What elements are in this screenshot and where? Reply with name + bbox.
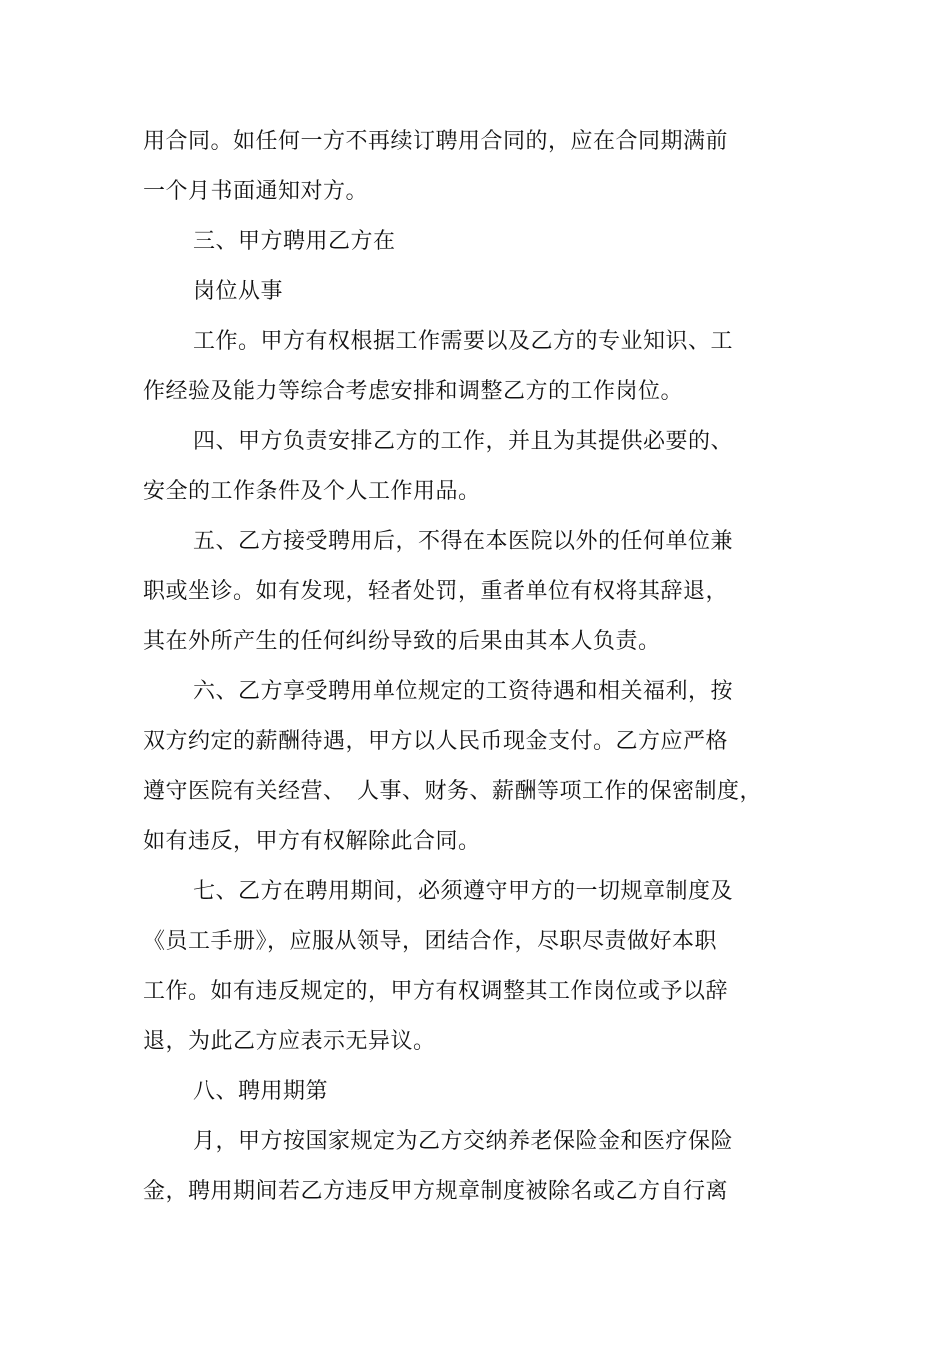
text-line: 月，甲方按国家规定为乙方交纳养老保险金和医疗保险 <box>193 1129 734 1154</box>
text-line: 五、乙方接受聘用后，不得在本医院以外的任何单位兼 <box>193 529 734 554</box>
text-line: 八、聘用期第 <box>193 1079 329 1104</box>
text-line: 一个月书面通知对方。 <box>143 179 369 204</box>
text-line: 六、乙方享受聘用单位规定的工资待遇和相关福利，按 <box>193 679 734 704</box>
text-line: 岗位从事 <box>193 279 284 304</box>
text-line: 遵守医院有关经营、 人事、财务、薪酬等项工作的保密制度， <box>143 779 763 804</box>
text-line: 其在外所产生的任何纠纷导致的后果由其本人负责。 <box>143 629 661 654</box>
text-line: 《员工手册》，应服从领导，团结合作，尽职尽责做好本职 <box>143 929 718 954</box>
text-line: 作经验及能力等综合考虑安排和调整乙方的工作岗位。 <box>143 379 684 404</box>
text-line: 七、乙方在聘用期间，必须遵守甲方的一切规章制度及 <box>193 879 734 904</box>
text-line: 职或坐诊。如有发现，轻者处罚，重者单位有权将其辞退， <box>143 579 729 604</box>
text-line: 如有违反，甲方有权解除此合同。 <box>143 829 481 854</box>
text-line: 用合同。如任何一方不再续订聘用合同的，应在合同期满前 <box>143 129 729 154</box>
text-line: 工作。甲方有权根据工作需要以及乙方的专业知识、工 <box>193 329 734 354</box>
text-line: 金，聘用期间若乙方违反甲方规章制度被除名或乙方自行离 <box>143 1179 729 1204</box>
text-line: 三、甲方聘用乙方在 <box>193 229 396 254</box>
text-line: 工作。如有违反规定的，甲方有权调整其工作岗位或予以辞 <box>143 979 729 1004</box>
text-line: 安全的工作条件及个人工作用品。 <box>143 479 481 504</box>
text-line: 双方约定的薪酬待遇，甲方以人民币现金支付。乙方应严格 <box>143 729 729 754</box>
text-line: 四、甲方负责安排乙方的工作，并且为其提供必要的、 <box>193 429 734 454</box>
text-line: 退，为此乙方应表示无异议。 <box>143 1029 436 1054</box>
